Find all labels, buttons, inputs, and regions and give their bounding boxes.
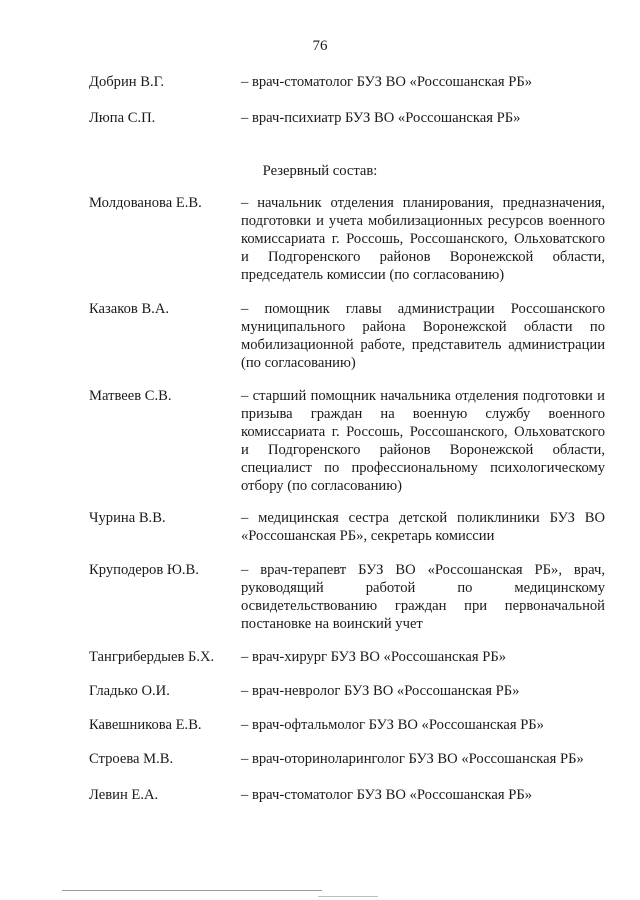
scan-edge-line [318,896,378,897]
scan-edge-line [62,890,322,891]
member-role: – врач-невролог БУЗ ВО «Россошанская РБ» [241,683,520,699]
member-role: – врач-психиатр БУЗ ВО «Россошанская РБ» [241,110,521,126]
member-role: – врач-стоматолог БУЗ ВО «Россошанская РБ» [241,787,532,803]
member-role: – медицинская сестра детской поликлиники БУЗ ВО «Россошанская РБ», секретарь комиссии [241,510,605,544]
member-name: Круподеров Ю.В. [89,562,199,578]
member-name: Люпа С.П. [89,110,156,126]
member-role: – старший помощник начальника отделения подготовки и призыва граждан на военную службу военного комиссариата г. Россошь, Россошанского, Ольховатского и Подгоренского районов Воронежской области, специалист по профессиональному психологическому отбору (по согласованию) [241,388,605,494]
member-role: – помощник главы администрации Россошанского муниципального района Воронежской области по мобилизационной работе, представитель администрации (по согласованию) [241,301,605,371]
page-number: 76 [312,38,328,54]
member-name: Кавешникова Е.В. [89,717,202,733]
member-role: – врач-терапевт БУЗ ВО «Россошанская РБ», врач, руководящий работой по медицинскому освидетельствованию граждан при первоначальной постановке на воинский учет [241,562,605,632]
member-role: – врач-оториноларинголог БУЗ ВО «Россошанская РБ» [241,751,584,767]
member-name: Тангрибердыев Б.Х. [89,649,215,665]
member-role: – врач-офтальмолог БУЗ ВО «Россошанская РБ» [241,717,544,733]
member-name: Молдованова Е.В. [89,195,202,211]
member-name: Гладько О.И. [89,683,170,699]
member-name: Левин Е.А. [89,787,159,803]
member-name: Чурина В.В. [89,510,166,526]
reserve-heading: Резервный состав: [262,163,378,179]
member-role: – врач-хирург БУЗ ВО «Россошанская РБ» [241,649,507,665]
member-name: Строева М.В. [89,751,174,767]
member-role: – врач-стоматолог БУЗ ВО «Россошанская РБ» [241,74,532,90]
member-name: Матвеев С.В. [89,388,172,404]
member-name: Казаков В.А. [89,301,170,317]
member-role: – начальник отделения планирования, предназначения, подготовки и учета мобилизационных ресурсов военного комиссариата г. Россошь, Россошанского, Ольховатского и Подгоренского районов Воронежской области, председатель комиссии (по согласованию) [241,195,605,283]
member-name: Добрин В.Г. [89,74,165,90]
